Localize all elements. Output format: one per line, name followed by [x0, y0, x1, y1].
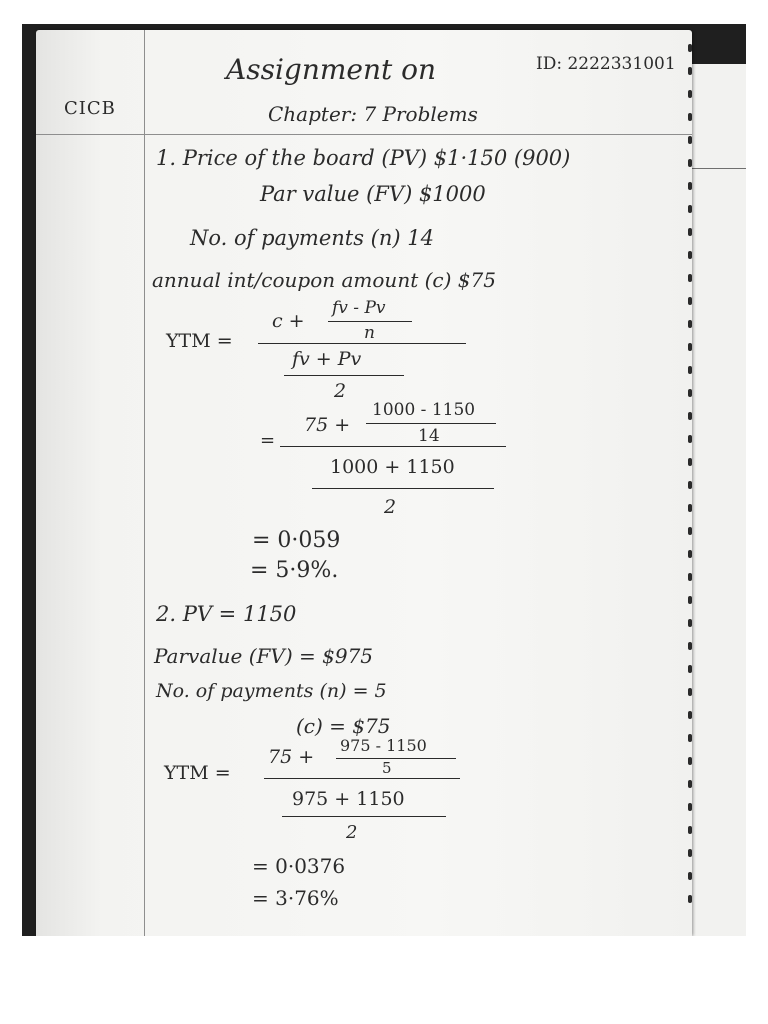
p2-result-decimal: = 0·0376 — [252, 854, 346, 878]
p2-coupon-line: (c) = $75 — [296, 714, 391, 738]
p1-par-value-line: Par value (FV) $1000 — [260, 182, 486, 206]
p1-formula-c: c + — [272, 310, 305, 332]
binding-hole — [688, 596, 692, 604]
p1-payments-line: No. of payments (n) 14 — [190, 226, 434, 250]
header-rule — [36, 134, 692, 135]
binding-hole — [688, 688, 692, 696]
adjacent-page-header-line — [687, 168, 746, 169]
p1-formula-den: fv + Pv — [292, 348, 362, 370]
p2-pv-line: 2. PV = 1150 — [156, 602, 297, 626]
p2-ytm-label: YTM = — [164, 762, 231, 784]
p1-coupon-line: annual int/coupon amount (c) $75 — [152, 268, 496, 292]
binding-hole — [688, 619, 692, 627]
binding-hole — [688, 320, 692, 328]
p1-result-decimal: = 0·059 — [252, 528, 341, 553]
margin-rule — [144, 30, 145, 936]
binding-hole — [688, 90, 692, 98]
spiral-binding — [686, 44, 694, 924]
binding-hole — [688, 297, 692, 305]
adjacent-page — [686, 64, 746, 936]
p1-ytm-label: YTM = — [166, 330, 233, 352]
binding-hole — [688, 228, 692, 236]
p2-par-value-line: Parvalue (FV) = $975 — [154, 644, 374, 668]
binding-hole — [688, 412, 692, 420]
binding-hole — [688, 343, 692, 351]
p1-sub-inner-bar — [366, 423, 496, 424]
binding-hole — [688, 205, 692, 213]
p1-formula-main-bar — [258, 343, 466, 344]
margin-note: CICB — [64, 98, 116, 119]
binding-hole — [688, 481, 692, 489]
p1-formula-num-bottom: n — [364, 323, 375, 343]
binding-hole — [688, 573, 692, 581]
binding-hole — [688, 435, 692, 443]
p1-sub-den-2: 2 — [384, 496, 397, 518]
p1-sub-prefix: 75 + — [304, 414, 351, 436]
p1-sub-num-top: 1000 - 1150 — [372, 400, 476, 420]
binding-hole — [688, 895, 692, 903]
p1-formula-num-top: fv - Pv — [332, 298, 386, 318]
binding-hole — [688, 67, 692, 75]
binding-hole — [688, 550, 692, 558]
binding-hole — [688, 527, 692, 535]
binding-hole — [688, 366, 692, 374]
binding-hole — [688, 159, 692, 167]
p2-payments-line: No. of payments (n) = 5 — [156, 680, 387, 702]
p1-sub-main-bar — [280, 446, 506, 447]
binding-hole — [688, 711, 692, 719]
binding-hole — [688, 849, 692, 857]
p1-sub-equals: = — [260, 430, 276, 451]
binding-hole — [688, 251, 692, 259]
p1-sub-den: 1000 + 1150 — [330, 456, 455, 478]
p2-sub-den-bar — [282, 816, 446, 817]
binding-hole — [688, 182, 692, 190]
assignment-title: Assignment on — [226, 53, 437, 86]
p2-sub-den: 975 + 1150 — [292, 788, 405, 810]
p2-sub-num-bottom: 5 — [382, 759, 392, 777]
p1-sub-den-bar — [312, 488, 494, 489]
p2-sub-den-2: 2 — [346, 822, 358, 843]
p2-result-percent: = 3·76% — [252, 886, 339, 910]
p2-sub-inner-bar — [336, 758, 456, 759]
p1-result-percent: = 5·9%. — [250, 558, 339, 583]
p2-sub-main-bar — [264, 778, 460, 779]
binding-hole — [688, 872, 692, 880]
p1-formula-den-2: 2 — [334, 380, 347, 402]
binding-hole — [688, 44, 692, 52]
notebook-photo — [22, 24, 746, 936]
p1-price-line: 1. Price of the board (PV) $1·150 (900) — [156, 146, 571, 170]
binding-hole — [688, 757, 692, 765]
p2-sub-num-top: 975 - 1150 — [340, 736, 427, 755]
binding-hole — [688, 113, 692, 121]
binding-hole — [688, 389, 692, 397]
p1-formula-inner-bar — [328, 321, 412, 322]
binding-hole — [688, 504, 692, 512]
p2-sub-prefix: 75 + — [268, 746, 315, 768]
binding-hole — [688, 458, 692, 466]
binding-hole — [688, 780, 692, 788]
binding-hole — [688, 665, 692, 673]
student-id: ID: 2222331001 — [536, 54, 676, 74]
p1-sub-num-bottom: 14 — [418, 426, 440, 446]
binding-hole — [688, 826, 692, 834]
chapter-title: Chapter: 7 Problems — [268, 102, 478, 126]
binding-hole — [688, 274, 692, 282]
p1-formula-den-bar — [284, 375, 404, 376]
notebook-page — [36, 30, 692, 936]
binding-hole — [688, 136, 692, 144]
binding-hole — [688, 803, 692, 811]
binding-hole — [688, 642, 692, 650]
binding-hole — [688, 734, 692, 742]
